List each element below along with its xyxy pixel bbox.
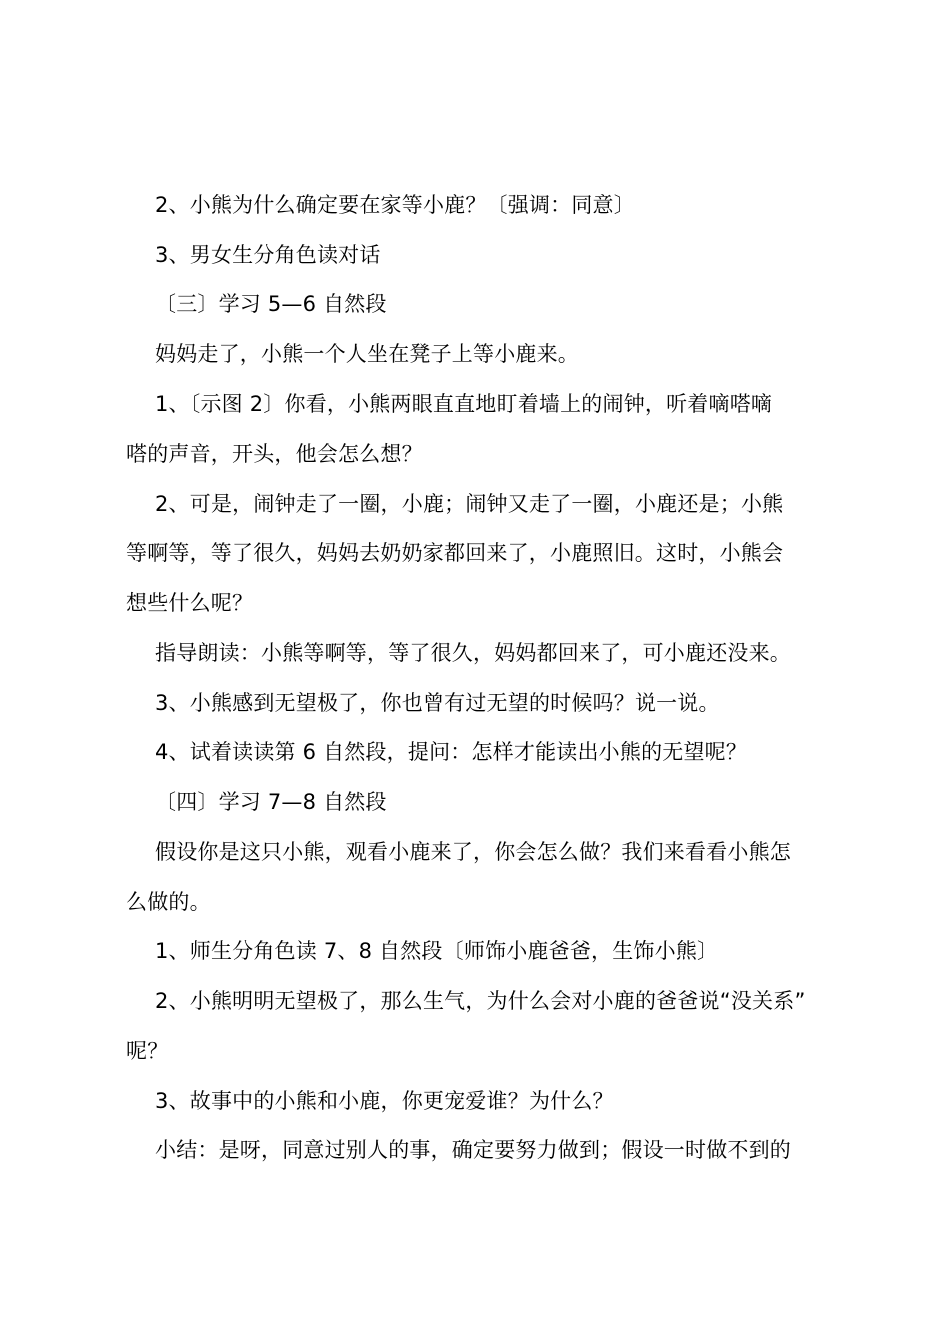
text-line: 4、试着读读第 6 自然段，提问：怎样才能读出小熊的无望呢？ xyxy=(155,740,748,764)
text-line: 呢？ xyxy=(126,1039,169,1063)
text-line: 么做的。 xyxy=(126,890,211,914)
text-line: 2、小熊明明无望极了，那么生气，为什么会对小鹿的爸爸说“没关系” xyxy=(155,989,806,1013)
text-line: 妈妈走了，小熊一个人坐在凳子上等小鹿来。 xyxy=(155,342,579,366)
text-line: 2、小熊为什么确定要在家等小鹿？〔强调：同意〕 xyxy=(155,193,635,217)
text-line: 3、男女生分角色读对话 xyxy=(155,243,381,267)
text-line: 2、可是，闹钟走了一圈，小鹿；闹钟又走了一圈，小鹿还是；小熊 xyxy=(155,492,784,516)
text-line: 3、小熊感到无望极了，你也曾有过无望的时候吗？说一说。 xyxy=(155,691,720,715)
section-heading: 〔三〕学习 5—6 自然段 xyxy=(155,292,387,316)
text-line: 小结：是呀，同意过别人的事，确定要努力做到；假设一时做不到的 xyxy=(155,1138,791,1162)
text-line: 想些什么呢？ xyxy=(126,591,254,615)
text-line: 1、师生分角色读 7、8 自然段〔师饰小鹿爸爸，生饰小熊〕 xyxy=(155,939,719,963)
text-line: 指导朗读：小熊等啊等，等了很久，妈妈都回来了，可小鹿还没来。 xyxy=(155,641,791,665)
text-line: 等啊等，等了很久，妈妈去奶奶家都回来了，小鹿照旧。这时，小熊会 xyxy=(126,541,784,565)
section-heading: 〔四〕学习 7—8 自然段 xyxy=(155,790,387,814)
text-line: 嗒的声音，开头，他会怎么想？ xyxy=(126,442,423,466)
text-line: 1、〔示图 2〕你看，小熊两眼直直地盯着墙上的闹钟，听着嘀嗒嘀 xyxy=(155,392,773,416)
text-line: 假设你是这只小熊，观看小鹿来了，你会怎么做？我们来看看小熊怎 xyxy=(155,840,791,864)
text-line: 3、故事中的小熊和小鹿，你更宠爱谁？为什么？ xyxy=(155,1089,614,1113)
